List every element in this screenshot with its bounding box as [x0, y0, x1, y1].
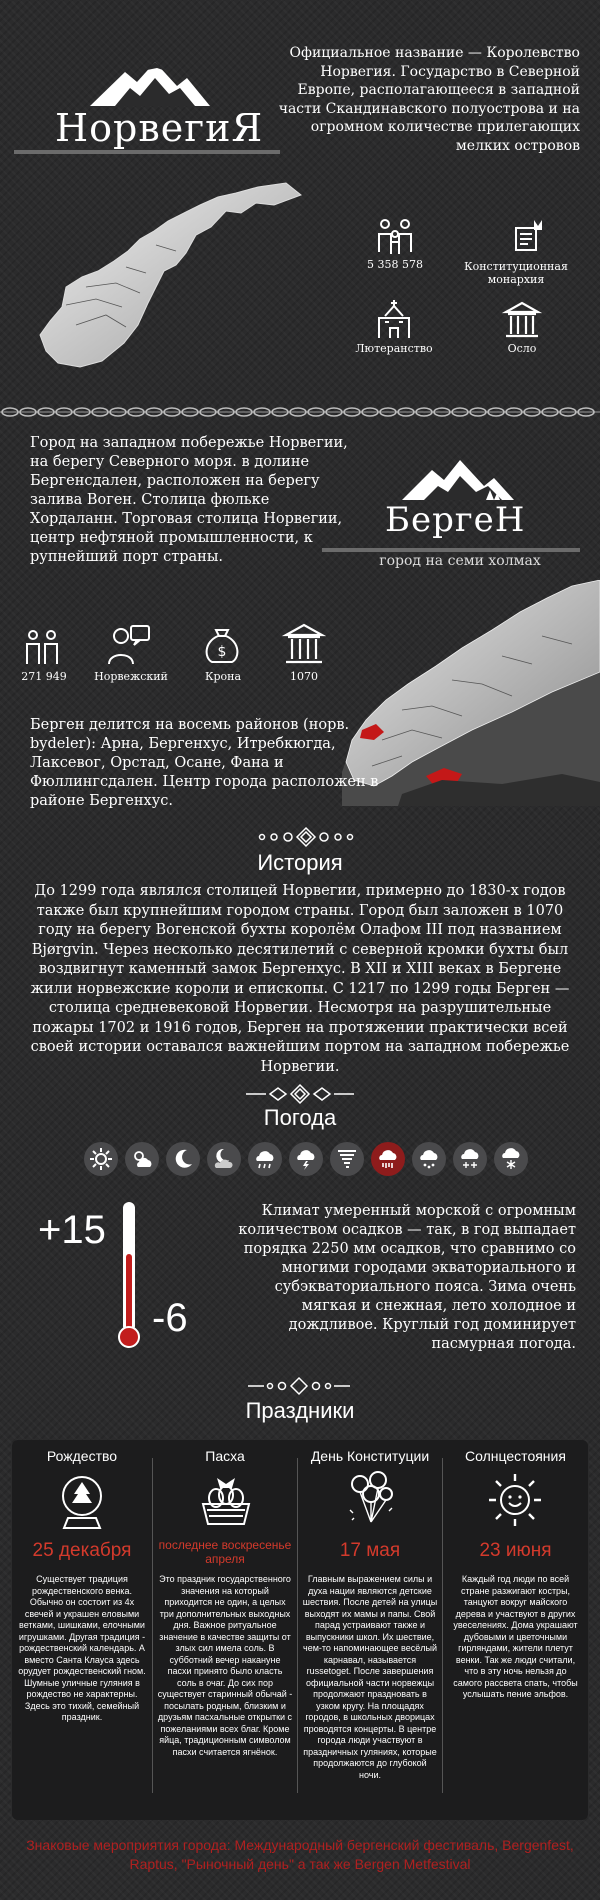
- bergen-people-icon: [24, 628, 60, 666]
- thermometer: [118, 1202, 140, 1350]
- bergen-population-label: 271 949: [21, 670, 67, 683]
- temp-max: +15: [38, 1208, 106, 1252]
- thermometer-bulb: [118, 1326, 140, 1348]
- holiday-constitution-text: Главным выражением силы и духа нации являются детские шествия. После детей на улицы выходят их мамы и папы. Свой парад устраивают также и выпускники школ. Их шествие, чем-то напоминающее весёлый карнавал, называется russetoget. После завершения официальной части норвежцы продолжают праздновать в узком кругу. На площадях городов, в школьных дворицах проводятся концерты. В центре города люди участвуют в праздничных гуляниях, которые продолжаются до глубокой ночи.: [302, 1574, 438, 1780]
- bergen-title-underline: [322, 548, 580, 552]
- bergen-language-label: Норвежский: [94, 670, 168, 683]
- holidays-title: Праздники: [245, 1398, 355, 1423]
- weather-text: Климат умеренный морской с огромным количеством осадков — так, в год выпадает порядка 2250 мм осадков, что сравнимо со многими городами экваториального и субэкваториального пояса. Зима очень мягкая и снежная, лето холодное и дождливое. Круглый год доминирует пасмурная погода.: [238, 1203, 576, 1352]
- holiday-solstice: [443, 1440, 588, 1800]
- norway-population-label: 5 358 578: [367, 258, 423, 271]
- holiday-easter-date: последнее воскресенье апреля: [158, 1538, 292, 1566]
- thermometer-fill: [126, 1254, 132, 1332]
- mountain-logo-icon: [85, 58, 215, 108]
- bergen-description: Город на западном побережье Норвегии, на берегу Северного моря. в долине Бергенсдален, расположен на берегу залива Воген. Столица фюльке Хордаланн. Торговая столица Норвегии, центр нефтяной промышленности, к рупнейший порт страны.: [30, 435, 348, 565]
- holidays-panel: [12, 1440, 588, 1820]
- smiling-sun-icon: [487, 1472, 543, 1528]
- norway-title-underline: [14, 150, 280, 154]
- moon-cloud-icon: [207, 1142, 241, 1176]
- svg-text:$: $: [217, 644, 227, 660]
- holiday-easter-text: Это праздник государственного значения на который приходится не один, а целых три дополнительных выходных дня. Важное ритуальное значение в качестве защиты от злых сил имела соль. В субботний вечер накануне пасхи принято было класть соль в очаг. До сих пор существует старинный обычай - посылать родным, близким и друзьям пасхальные открытки с пожеланиями всех благ. Кроме яйца, традиционным символом пасхи считается ягнёнок.: [157, 1574, 293, 1757]
- tornado-icon: [330, 1142, 364, 1176]
- language-icon: [107, 624, 153, 666]
- bergen-founded-label: 1070: [290, 670, 318, 683]
- holiday-solstice-name: Солнцестояния: [465, 1448, 566, 1464]
- bergen-districts: Берген делится на восемь районов (норв. bydeler): Арна, Бергенхус, Итребкюгда, Лаксевог, Орстад, Осане, Фана и Фюллингсдален. Центр города расположен в районе Бергенхус.: [30, 717, 379, 809]
- history-title: История: [257, 850, 343, 875]
- norway-description: Официальное название — Королевство Норвегия. Государство в Северной Европе, располагающееся в западной части Скандинавского полуострова и на огромном количестве прилегающих мелких островов: [278, 45, 580, 154]
- bergen-subtitle: город на семи холмах: [379, 553, 541, 569]
- snow-globe-icon: [58, 1474, 106, 1530]
- norway-capital-label: Осло: [507, 342, 537, 355]
- church-icon: [373, 298, 415, 340]
- sun-icon: [84, 1142, 118, 1176]
- holiday-christmas-name: Рождество: [46, 1448, 118, 1464]
- money-bag-icon: [200, 622, 244, 666]
- chain-divider: [0, 404, 600, 420]
- weather-ornament: [240, 1083, 360, 1105]
- sun-cloud-icon: [125, 1142, 159, 1176]
- storm-icon: [289, 1142, 323, 1176]
- heavy-rain-icon: [371, 1142, 405, 1176]
- easter-basket-icon: [197, 1470, 255, 1528]
- norway-header: [0, 0, 600, 380]
- holiday-christmas-text: Существует традиция рождественского венка. Обычно он состоит из 4х свечей и украшен еловыми ветками, шишками, елочными игрушками. Другая традиция - рождественский календарь. А вместо Санта Клауса здесь орудует рождественский гном. Шумные уличные гуляния в рождество не характерны. Здесь это тихий, семейный праздник.: [18, 1574, 146, 1722]
- snow-icon: [453, 1142, 487, 1176]
- holiday-solstice-date: 23 июня: [479, 1540, 552, 1561]
- holiday-easter-name: Пасха: [205, 1448, 245, 1464]
- bergen-mountain-logo-icon: [398, 456, 518, 501]
- history-ornament: [246, 826, 366, 848]
- constitution-icon: [512, 218, 548, 254]
- bergen-region-map: [342, 580, 600, 806]
- holiday-easter: [153, 1440, 297, 1800]
- history-text: До 1299 года являлся столицей Норвегии, примерно до 1830-х годов также был крупнейшим городом страны. Город был заложен в 1070 году на берегу Вогенской бухты королём Олафом III под названием Bjørgvin. Через несколько десятилетий с северной кромки бухты был воздвигнут каменный замок Бергенхус. В XII и XIII веках в Бергене жили норвежские короли и епископы. С 1217 по 1299 годы Берген — столица средневековой Норвегии. Несмотря на разрушительные пожары 1702 и 1916 годов, Берген на протяжении практически всей своей истории оставался важнейшим портом на западном побережье Норвегии.: [30, 883, 570, 1075]
- norway-religion-label: Лютеранство: [355, 342, 433, 355]
- holidays-ornament: [244, 1376, 354, 1396]
- norway-title: НорвегиЯ: [55, 106, 264, 150]
- weather-title: Погода: [263, 1105, 337, 1130]
- snowflake-icon: [494, 1142, 528, 1176]
- capital-building-icon: [502, 300, 542, 340]
- holiday-constitution-name: День Конституции: [310, 1448, 430, 1464]
- bergen-currency-label: Крона: [204, 670, 242, 683]
- norway-map: [36, 175, 306, 375]
- footer-events: Знаковые мероприятия города: Международный бергенский фестиваль, Bergenfest, Raptus, "Рыночный день" а так же Bergen Metfestival: [26, 1837, 574, 1872]
- holiday-christmas: [12, 1440, 152, 1800]
- holiday-solstice-text: Каждый год люди по всей стране разжигают костры, танцуют вокруг майского дерева и участвуют в других увеселениях. Дома украшают дубовыми и цветочными гирляндами, жители плетут венки. Так же люди считали, что в эту ночь нельзя до самого рассвета спать, чтобы услышать пение эльфов.: [453, 1574, 578, 1699]
- rain-icon: [248, 1142, 282, 1176]
- snow-cloud-icon: [412, 1142, 446, 1176]
- people-icon: [375, 216, 415, 256]
- balloons-icon: [344, 1470, 398, 1530]
- holiday-constitution-date: 17 мая: [339, 1540, 401, 1561]
- weather-icons-row: [84, 1142, 528, 1176]
- norway-government-label: Конституционная монархия: [464, 260, 568, 286]
- holiday-christmas-date: 25 декабря: [32, 1540, 132, 1561]
- bergen-title: БергеН: [385, 500, 526, 540]
- temp-min: -6: [152, 1296, 188, 1340]
- moon-icon: [166, 1142, 200, 1176]
- bergen-building-icon: [282, 622, 326, 666]
- holiday-constitution: [298, 1440, 442, 1800]
